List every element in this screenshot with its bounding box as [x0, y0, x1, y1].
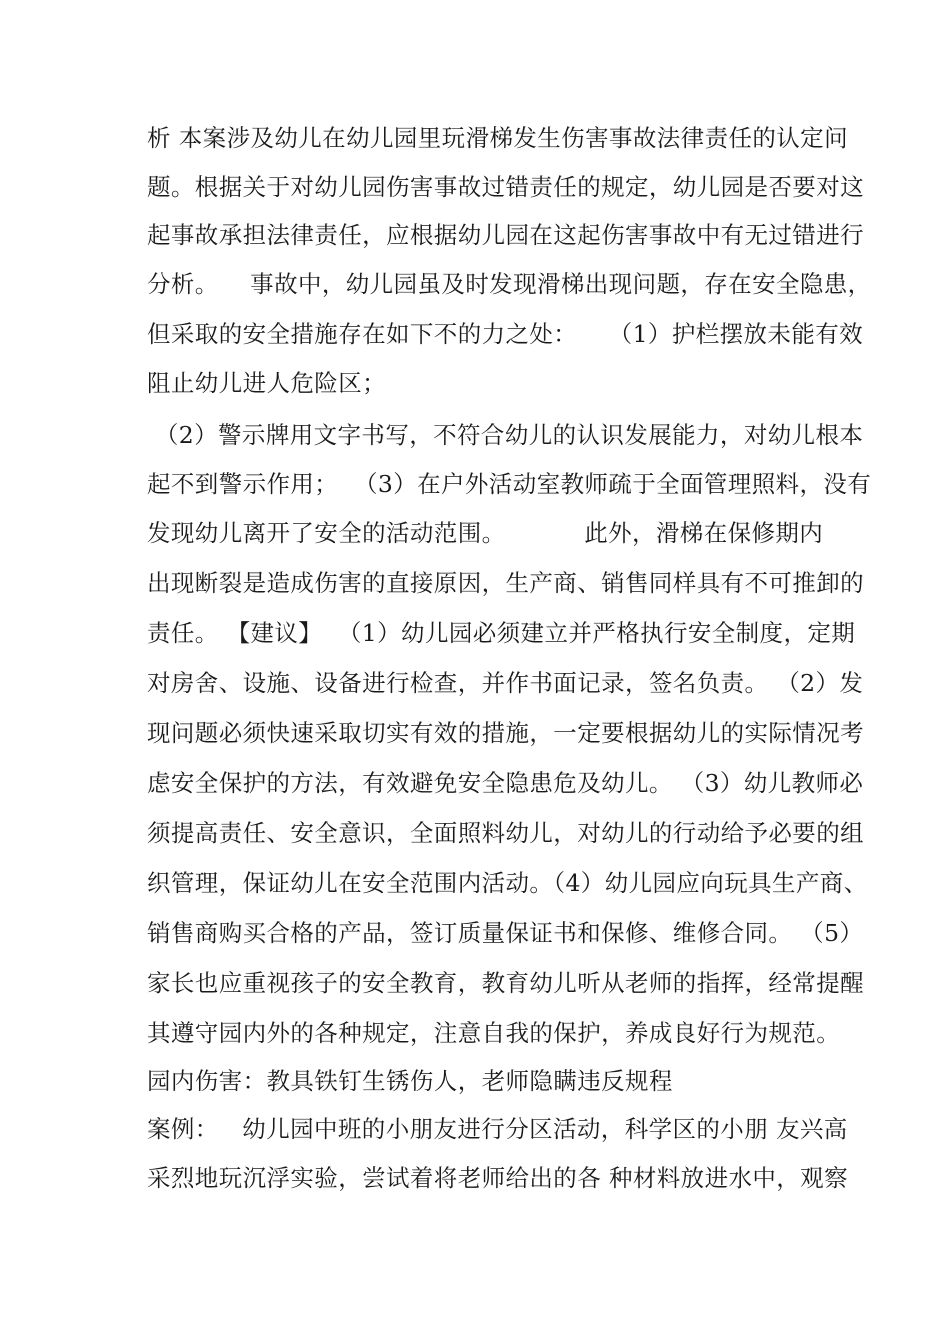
text-line: 对房舍、设施、设备进行检查，并作书面记录，签名负责。 （2）发 [147, 669, 864, 697]
text-line: 销售商购买合格的产品，签订质量保证书和保修、维修合同。 （5） [147, 919, 864, 947]
text-line: 案例： 幼儿园中班的小朋友进行分区活动，科学区的小朋 友兴高 [147, 1115, 848, 1143]
text-line: 分析。 事故中，幼儿园虽及时发现滑梯出现问题，存在安全隐患， [147, 270, 872, 298]
text-line: 发现幼儿离开了安全的活动范围。 此外，滑梯在保修期内 [147, 519, 824, 547]
text-line: 家长也应重视孩子的安全教育，教育幼儿听从老师的指挥，经常提醒 [147, 969, 864, 997]
text-line: 现问题必须快速采取切实有效的措施，一定要根据幼儿的实际情况考 [147, 719, 864, 747]
text-line: 责任。 【建议】 （1）幼儿园必须建立并严格执行安全制度，定期 [147, 619, 856, 647]
text-line: （2）警示牌用文字书写，不符合幼儿的认识发展能力，对幼儿根本 [147, 421, 864, 449]
text-line: 起事故承担法律责任，应根据幼儿园在这起伤害事故中有无过错进行 [147, 221, 864, 249]
text-line: 阻止幼儿进人危险区； [147, 369, 386, 397]
text-line: 题。根据关于对幼儿园伤害事故过错责任的规定，幼儿园是否要对这 [147, 173, 864, 201]
text-line: 须提高责任、安全意识，全面照料幼儿，对幼儿的行动给予必要的组 [147, 819, 864, 847]
text-line: 其遵守园内外的各种规定，注意自我的保护，养成良好行为规范。 [147, 1019, 841, 1047]
text-line: 但采取的安全措施存在如下不的力之处： （1）护栏摆放未能有效 [147, 320, 864, 348]
text-line: 采烈地玩沉浮实验，尝试着将老师给出的各 种材料放进水中，观察 [147, 1164, 848, 1192]
section-heading: 园内伤害：教具铁钉生锈伤人，老师隐瞒违反规程 [147, 1067, 673, 1095]
text-line: 虑安全保护的方法，有效避免安全隐患危及幼儿。 （3）幼儿教师必 [147, 769, 864, 797]
text-line: 织管理，保证幼儿在安全范围内活动。（4）幼儿园应向玩具生产商、 [147, 869, 868, 897]
text-line: 析 本案涉及幼儿在幼儿园里玩滑梯发生伤害事故法律责任的认定问 [147, 124, 848, 152]
text-line: 出现断裂是造成伤害的直接原因，生产商、销售同样具有不可推卸的 [147, 569, 864, 597]
text-line: 起不到警示作用； （3）在户外活动室教师疏于全面管理照料，没有 [147, 470, 872, 498]
